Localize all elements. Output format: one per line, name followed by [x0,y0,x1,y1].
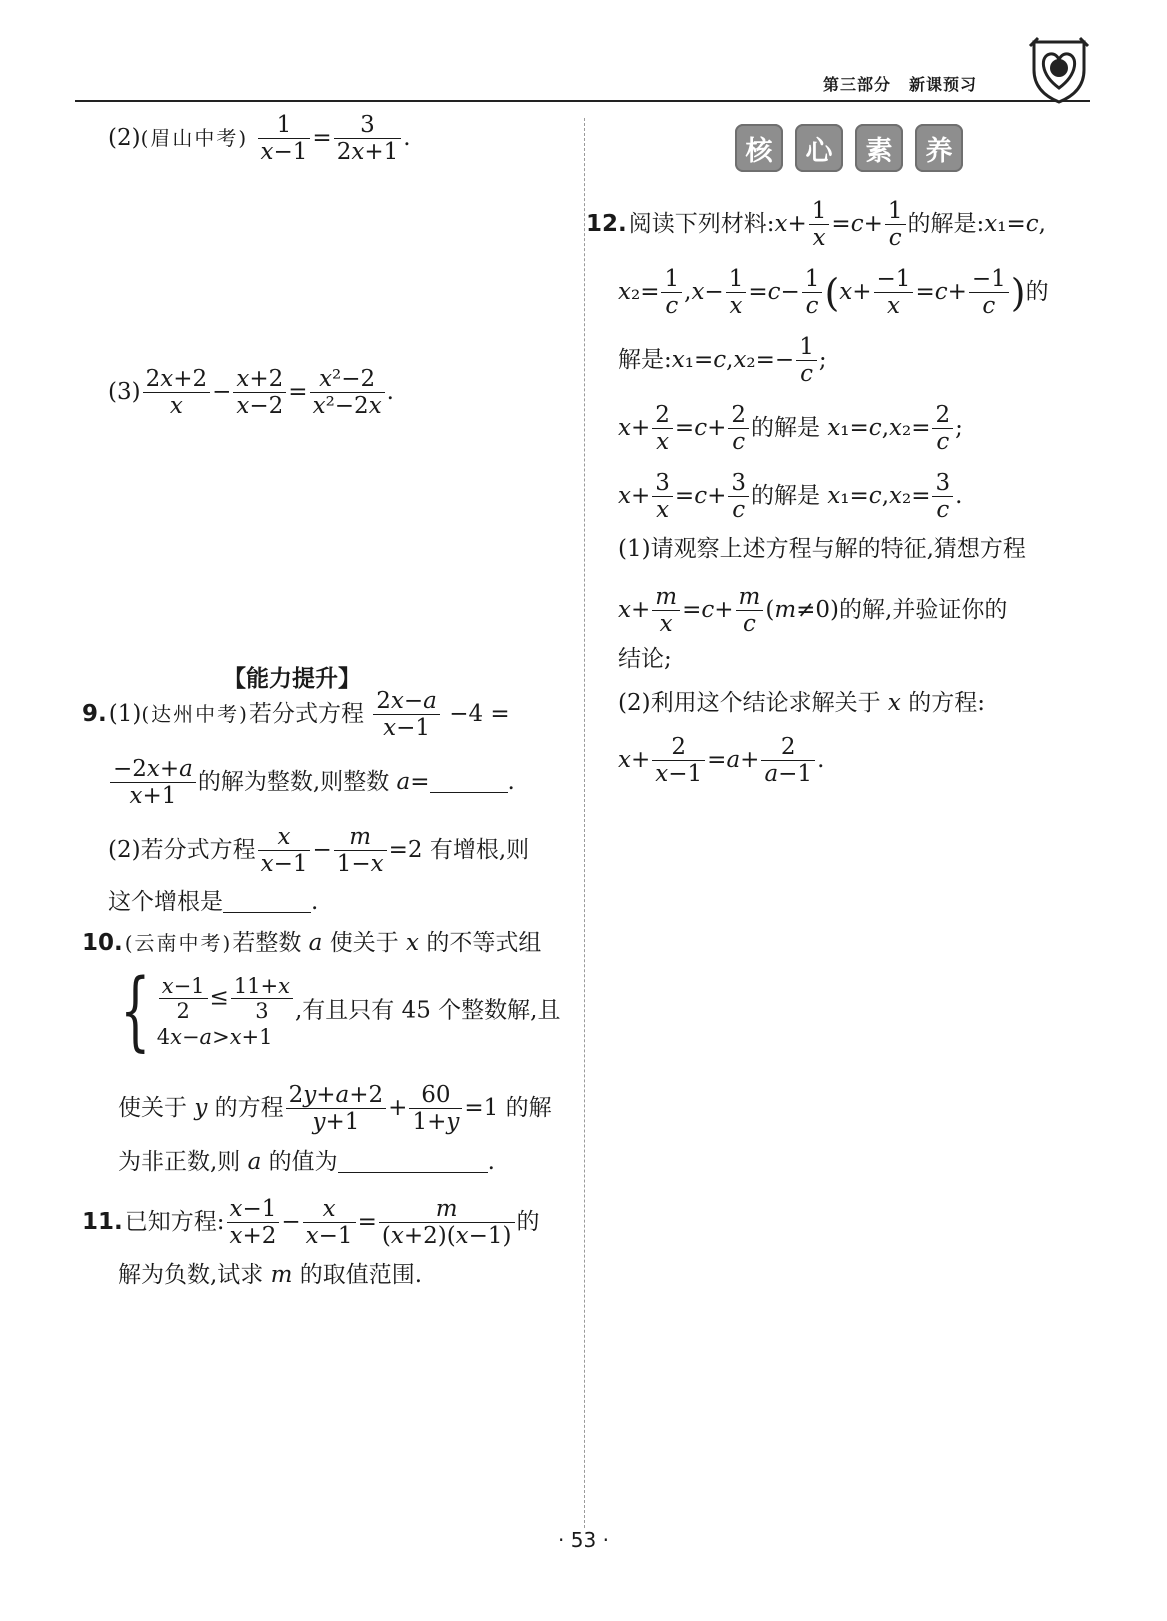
q12-de: 的 [1025,278,1049,305]
fraction: $\frac{3}{x}$ [652,470,673,524]
q12-p1b: 的解,并验证你的 [839,596,1008,623]
q12-line5: x+ $\frac{3}{x}$ =c+ $\frac{3}{c}$ 的解是 x₁=c,x₂= $\frac{3}{c}$ . [618,470,963,524]
q12-p2-equation: x+ $\frac{2}{x-1}$ =a+ $\frac{2}{a-1}$ . [618,734,825,788]
q12-line4: x+ $\frac{2}{x}$ =c+ $\frac{2}{c}$ 的解是 x₁=c,x₂= $\frac{2}{c}$ ; [618,402,963,456]
q9-p2-line2: 这个增根是 [108,889,223,915]
q10-inequality-system [108,961,561,1061]
q9-line2: $\frac{-2x+a}{x+1}$ 的解为整数,则整数 a= . [108,756,515,810]
q9-p1-text: 若分式方程 [248,700,364,727]
fraction: $\frac{1}{x}$ [809,198,830,252]
fraction: $\frac{2}{c}$ [932,402,953,456]
fraction: $\frac{-2x+a}{x+1}$ [110,756,196,810]
fraction: $\frac{1}{x}$ [726,266,747,320]
q9-line3: (2)若分式方程 $\frac{x}{x-1}$ − $\frac{m}{1-x}$ =2 有增根,则 [108,824,530,878]
q8-part3-label: (3) [108,378,141,405]
fraction: $\frac{2}{a-1}$ [761,734,815,788]
running-header [805,72,977,95]
q8-part2-source: (眉山中考) [140,125,249,150]
q11-text2: 解为负数,试求 [118,1262,264,1288]
q12-p2: (2)利用这个结论求解关于 x 的方程: [618,690,985,716]
q10-line1: 10. (云南中考)若整数 a 使关于 x 的不等式组 [82,930,542,956]
fraction: $\frac{-1}{x}$ [874,266,914,320]
q12-number: 12. [586,210,627,237]
fraction: $\frac{x}{x-1}$ [258,824,311,878]
q9-line4: 这个增根是 . [108,889,319,915]
q11-text1: 已知方程: [124,1208,225,1235]
fraction: $\frac{2}{x}$ [652,402,673,456]
q12-sol: 的解是: [907,210,985,237]
q10-text1b: 使关于 [329,930,399,956]
core-title-char: 养 [915,124,963,172]
q9-p2-label: (2) [108,836,141,863]
fraction: $\frac{11+x}{3}$ [231,974,293,1023]
core-literacy-title [735,124,963,172]
q10-text3: 使关于 [118,1094,187,1121]
q11-line2: 解为负数,试求 m 的取值范围. [118,1262,423,1288]
column-divider [584,118,585,1528]
left-brace: { [120,961,151,1061]
q12-line1: 12.阅读下列材料:x+ $\frac{1}{x}$ =c+ $\frac{1}{c}$ 的解是:x₁=c, [586,198,1046,252]
q12-p1-line2: x+ $\frac{m}{x}$ =c+ $\frac{m}{c}$ (m≠0)的解,并验证你的 [618,584,1008,638]
page-number: · 53 · [558,1528,609,1552]
fraction: $\frac{x-1}{x+2}$ [227,1196,280,1250]
fraction: $\frac{2y+a+2}{y+1}$ [286,1082,387,1136]
fraction: $\frac{\text{x²−2}}{\text{x²−2x}}$ [310,366,385,420]
fraction: $\frac{m}{(x+2)(x-1)}$ [379,1196,515,1250]
q8-part2: (2)(眉山中考) $\frac{1}{x-1}$ = $\frac{3}{2x+1}$ . [108,112,411,166]
fraction: $\frac{2x+2}{x}$ [143,366,211,420]
inequality-system: $\frac{x-1}{2}$ ≤ $\frac{11+x}{3}$ 4x−a>x+1 [157,970,295,1052]
q10-text4: 为非正数,则 [118,1149,241,1175]
q12-jie-shi2: 的解是 [751,414,820,441]
q10-number: 10. [82,930,123,956]
fraction: $\frac{2}{x-1}$ [652,734,705,788]
fraction: $\frac{m}{c}$ [736,584,764,638]
core-title-char: 核 [735,124,783,172]
fraction: $\frac{3}{c}$ [728,470,749,524]
header-part: 第三部分 [822,75,891,94]
fraction: $\frac{1}{c}$ [661,266,682,320]
q12-jie-shi: 解是: [618,346,672,373]
section-title: 【能力提升】 [223,666,361,692]
q8-part3: (3) $\frac{2x+2}{x}$ − $\frac{x+2}{x-2}$ = $\frac{\text{x²−2}}{\text{x²−2x}}$ . [108,366,394,420]
fraction: $\frac{2x-a}{x-1}$ [373,688,440,742]
q12-text1: 阅读下列材料: [628,210,775,237]
page-number-value: 53 [570,1528,597,1552]
q10-text1: 若整数 [232,930,302,956]
answer-blank[interactable] [338,1150,488,1173]
fraction: $\frac{1}{c}$ [796,334,817,388]
q12-p2b: 的方程: [908,690,985,716]
q12-line3: 解是:x₁=c,x₂=− $\frac{1}{c}$ ; [618,334,827,388]
q9-p1-source: (达州中考) [141,701,249,726]
q11-number: 11. [82,1208,123,1235]
q10-line4: 为非正数,则 a 的值为 . [118,1149,495,1175]
q10-text3c: 的解 [505,1094,552,1121]
q12-line2: x₂= $\frac{1}{c}$ ,x− $\frac{1}{x}$ =c− $\frac{1}{c}$ (x+ $\frac{-1}{x}$ =c+ $\frac{-1}{c}$ )的 [618,266,1049,320]
q9-p1-mid: 的解为整数,则整数 [197,768,390,795]
q12-p1c: 结论; [618,646,672,672]
fraction: $\frac{m}{x}$ [652,584,680,638]
fraction: $\frac{x-1}{2}$ [159,974,208,1023]
fraction: $\frac{2}{c}$ [728,402,749,456]
fraction: $\frac{3}{2x+1}$ [334,112,402,166]
header-rule [75,100,1090,102]
q9-line1: 9.(1)(达州中考)若分式方程 $\frac{2x-a}{x-1}$ −4 = [82,688,510,742]
fraction: $\frac{m}{1-x}$ [334,824,387,878]
answer-blank[interactable] [430,770,508,793]
fraction: $\frac{x+2}{x-2}$ [233,366,286,420]
header-section: 新课预习 [908,75,977,94]
fraction: $\frac{-1}{c}$ [969,266,1009,320]
answer-blank[interactable] [223,890,311,913]
q9-p1-label: (1) [108,700,142,727]
core-title-char: 素 [855,124,903,172]
fraction: $\frac{60}{1+y}$ [409,1082,462,1136]
fraction: $\frac{x}{x-1}$ [303,1196,356,1250]
q9-p2-after: 有增根,则 [429,836,530,863]
q11-text1b: 的 [516,1208,540,1235]
core-title-char: 心 [795,124,843,172]
q11-line1: 11.已知方程: $\frac{x-1}{x+2}$ − $\frac{x}{x-1}$ = $\frac{m}{(x+2)(x-1)}$ 的 [82,1196,540,1250]
fraction: $\frac{1}{c}$ [885,198,906,252]
q10-line3: 使关于 y 的方程 $\frac{2y+a+2}{y+1}$ + $\frac{60}{1+y}$ =1 的解 [118,1082,552,1136]
q11-text2b: 的取值范围. [299,1262,423,1288]
q9-p2-text: 若分式方程 [140,836,256,863]
q10-text1c: 的不等式组 [426,930,542,956]
q12-jie-shi2: 的解是 [751,482,820,509]
q10-text3b: 的方程 [214,1094,284,1121]
q12-p2-text: (2)利用这个结论求解关于 [618,690,881,716]
q10-text4b: 的值为 [268,1149,338,1175]
q10-text2: ,有且只有 45 个整数解,且 [294,997,561,1024]
q8-part2-label: (2) [108,124,141,151]
q10-source: (云南中考) [124,931,233,955]
shield-logo-icon [1028,36,1090,104]
q12-p1: (1)请观察上述方程与解的特征,猜想方程 [618,536,1026,562]
fraction: $\frac{3}{c}$ [932,470,953,524]
fraction: $\frac{1}{x-1}$ [258,112,311,166]
fraction: $\frac{1}{c}$ [802,266,823,320]
q9-number: 9. [82,700,107,727]
